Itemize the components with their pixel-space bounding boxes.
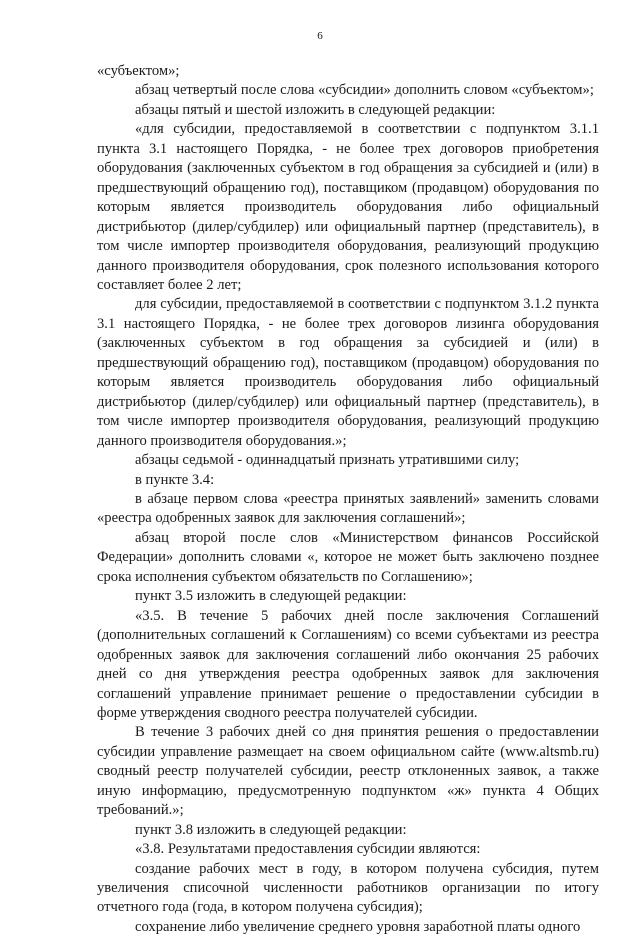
paragraph-3: абзацы пятый и шестой изложить в следующей редакции:	[135, 101, 496, 118]
paragraph-13: пункт 3.8 изложить в следующей редакции:	[135, 821, 407, 838]
paragraph-1: «субъектом»;	[97, 63, 180, 79]
paragraph-2: абзац четвертый после слова «субсидии» дополнить словом «субъектом»;	[135, 82, 594, 99]
paragraph-6: абзацы седьмой - одиннадцатый признать утратившими силу;	[135, 452, 520, 469]
document-body	[97, 62, 599, 937]
paragraph-16: сохранение либо увеличение среднего уровня заработной платы одного	[135, 918, 581, 935]
page-number: 6	[317, 30, 323, 42]
paragraph-7: в пункте 3.4:	[135, 471, 215, 488]
paragraph-12: В течение 3 рабочих дней со дня принятия решения о предоставлении субсидии управление размещает на своем официальном сайте (www.altsmb.ru) сводный реестр получателей субсидии, реестр отклоненных заявок, а также иную информацию, предусмотренную подпунктом «ж» пункта 4 Общих требований.»;	[97, 724, 599, 819]
paragraph-4: «для субсидии, предоставляемой в соответствии с подпунктом 3.1.1 пункта 3.1 настоящего Порядка, - не более трех договоров приобретения оборудования (заключенных субъектом в год обращения за субсидией и (или) в предшествующий обращению год), поставщиком (продавцом) оборудования по которым является производитель оборудования либо официальный дистрибьютор (дилер/субдилер) или официальный партнер (представитель), в том числе импортер производителя оборудования, реализующий продукцию данного производителя оборудования, срок полезного использования которого составляет более 2 лет;	[97, 121, 599, 293]
paragraph-15: создание рабочих мест в году, в котором получена субсидия, путем увеличения списочной численности работников организации по итогу отчетного года (года, в котором получена субсидия);	[97, 860, 599, 916]
paragraph-9: абзац второй после слов «Министерством финансов Российской Федерации» дополнить словами «, которое не может быть заключено позднее срока исполнения субъектом обязательств по Соглашению»;	[97, 529, 599, 585]
paragraph-14: «3.8. Результатами предоставления субсидии являются:	[135, 841, 481, 858]
paragraph-8: в абзаце первом слова «реестра принятых заявлений» заменить словами «реестра одобренных заявок для заключения соглашений»;	[97, 490, 599, 527]
paragraph-10: пункт 3.5 изложить в следующей редакции:	[135, 588, 407, 605]
paragraph-11: «3.5. В течение 5 рабочих дней после заключения Соглашений (дополнительных соглашений к Соглашениям) со всеми субъектами из реестра одобренных заявок для заключения соглашений либо окончания 25 рабочих дней со дня утверждения реестра одобренных заявок для заключения соглашений управление принимает решение о предоставлении субсидии в форме утверждения сводного реестра получателей субсидии.	[97, 607, 599, 721]
paragraph-5: для субсидии, предоставляемой в соответствии с подпунктом 3.1.2 пункта 3.1 настоящего Порядка, - не более трех договоров лизинга оборудования (заключенных субъектом в год обращения за субсидией и (или) в предшествующий обращению год), поставщиком (продавцом) оборудования по которым является производитель оборудования либо официальный дистрибьютор (дилер/субдилер) или официальный партнер (представитель), в том числе импортер производителя оборудования, реализующий продукцию данного производителя оборудования.»;	[97, 296, 599, 449]
